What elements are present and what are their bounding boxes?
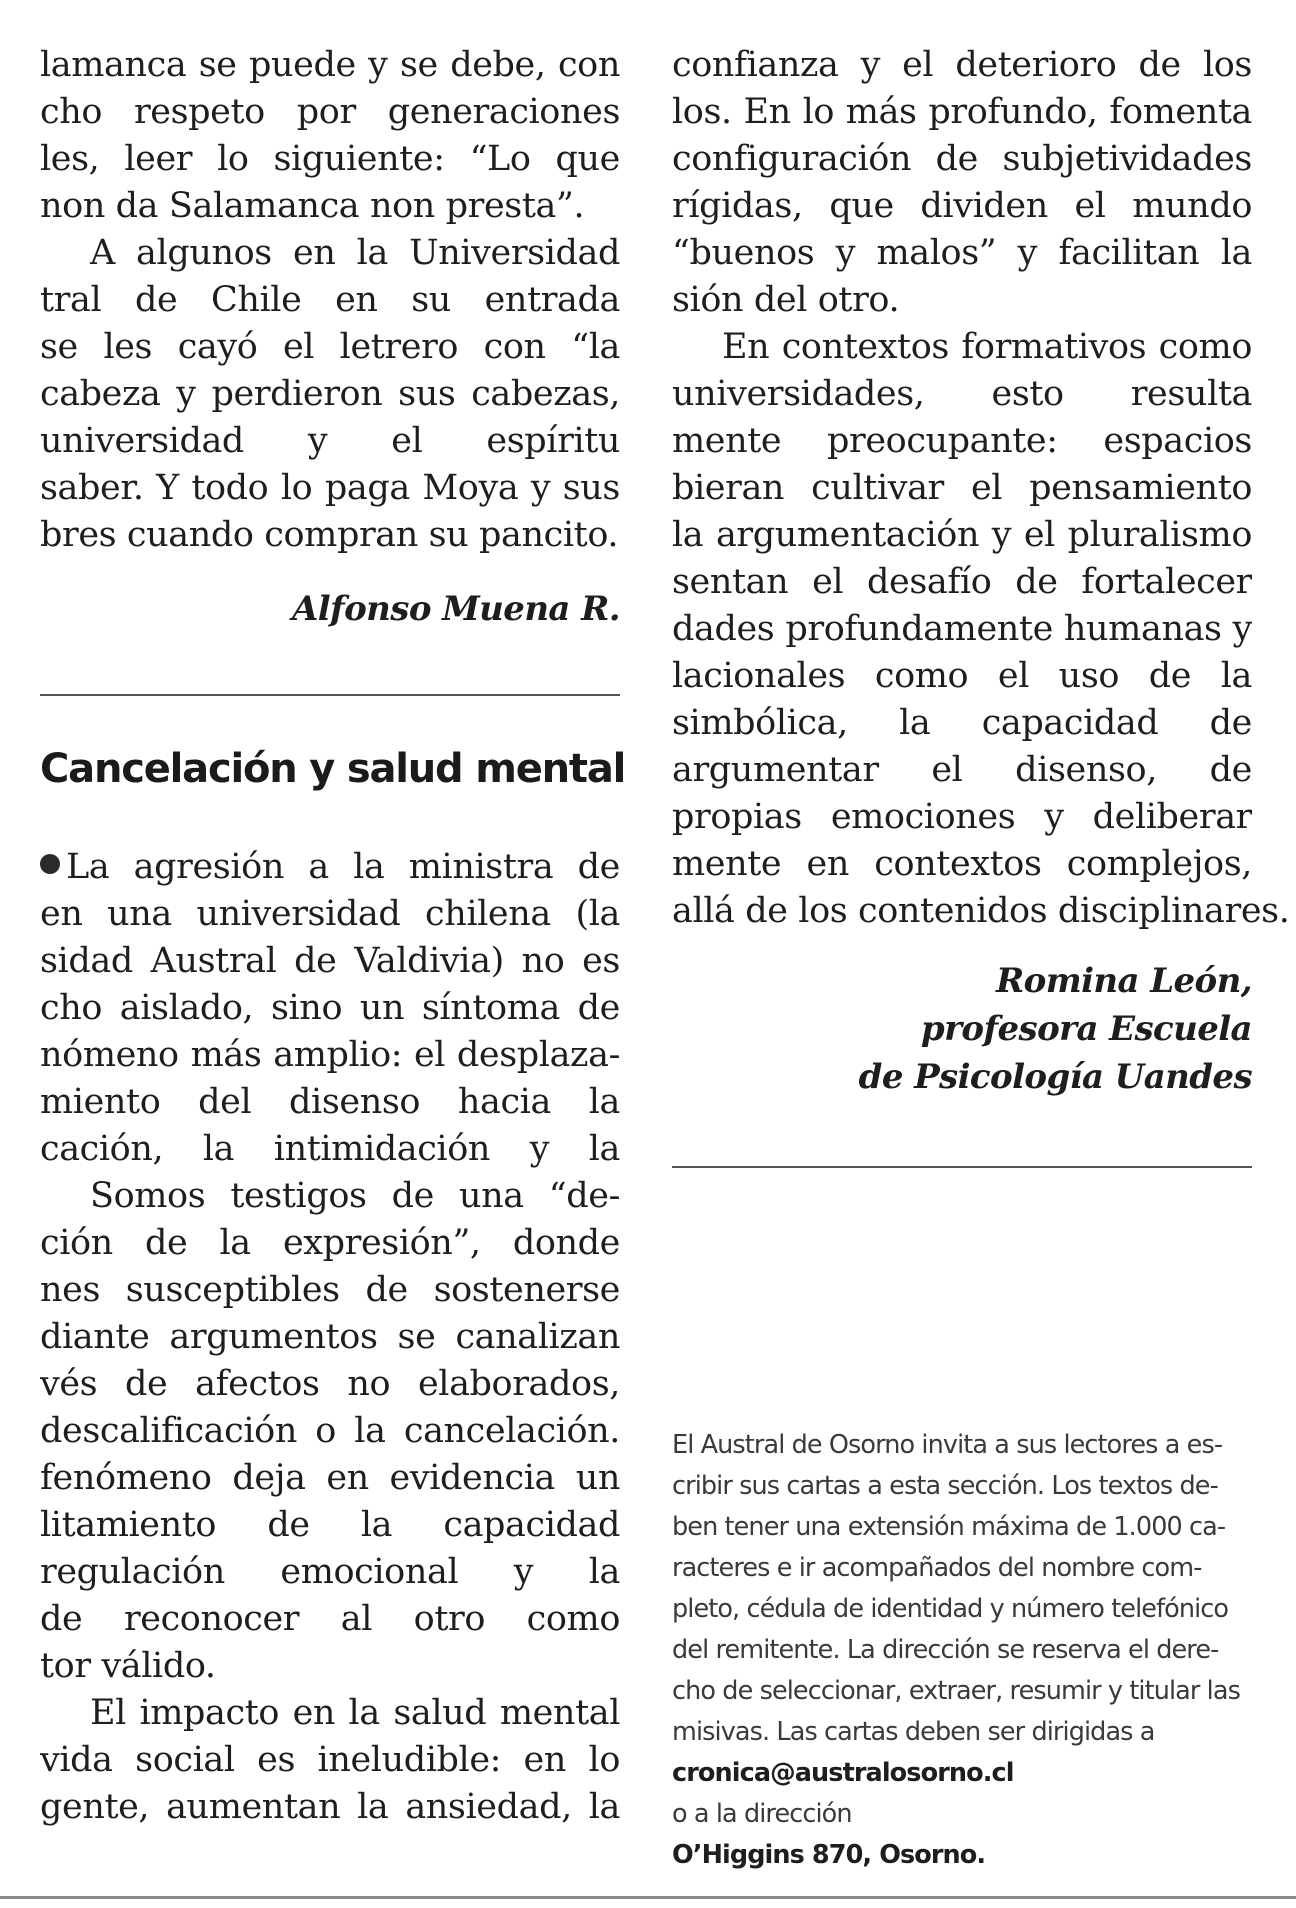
text-line: diante argumentos se canalizan [40,1317,620,1357]
text-line: bres cuando compran su pancito. [40,515,619,555]
text-line: litamiento de la capacidad [40,1505,620,1545]
notice-line: racteres e ir acompañados del nombre com- [672,1553,1202,1583]
text-line: simbólica, la capacidad de [672,703,1252,743]
text-line: lamanca se puede y se debe, con [40,45,620,85]
text-line: configuración de subjetividades [672,139,1252,179]
text-line: tor válido. [40,1646,216,1686]
text-line: En contextos formativos como [722,327,1252,367]
notice-line: El Austral de Osorno invita a sus lectores a es- [672,1430,1223,1460]
text-line: Somos testigos de una “de- [90,1176,620,1216]
text-line: cho respeto por generaciones [40,92,620,132]
text-line: miento del disenso hacia la [40,1082,620,1122]
text-line: universidades, esto resulta [672,374,1252,414]
notice-line: cribir sus cartas a esta sección. Los textos de- [672,1471,1218,1501]
text-line: vida social es ineludible: en lo [40,1740,620,1780]
notice-line: o a la dirección [672,1799,852,1829]
letter-cancelacion-continued [672,42,1290,1101]
author-signature-affiliation: de Psicología Uandes [858,1057,1252,1097]
text-line: cho aislado, sino un síntoma de [40,988,620,1028]
author-signature-title: profesora Escuela [920,1009,1252,1049]
section-divider [672,1166,1252,1168]
text-line: la argumentación y el pluralismo [672,515,1252,555]
text-line: ción de la expresión”, donde [40,1223,620,1263]
letters-submission-notice [672,1425,1252,1876]
letter-cancelacion-body [40,844,620,1831]
text-line: descalificación o la cancelación. [40,1411,620,1451]
text-line: les, leer lo siguiente: “Lo que [40,139,620,179]
text-line: bieran cultivar el pensamiento [672,468,1252,508]
author-signature-name: Romina León, [996,961,1252,1001]
text-line: mente preocupante: espacios [672,421,1252,461]
text-line: nómeno más amplio: el desplaza- [40,1035,620,1075]
text-line: sidad Austral de Valdivia) no es [40,941,620,981]
text-line: propias emociones y deliberar [672,797,1252,837]
notice-line: ben tener una extensión máxima de 1.000 ca- [672,1512,1226,1542]
text-line: El impacto en la salud mental [90,1693,620,1733]
text-line: sión del otro. [672,280,900,320]
bullet-icon [40,854,60,874]
author-signature: Alfonso Muena R. [291,589,620,629]
text-line: en una universidad chilena (la [40,894,620,934]
text-line: fenómeno deja en evidencia un [40,1458,620,1498]
text-line: gente, aumentan la ansiedad, la [40,1787,620,1827]
letter-alfonso-muena [40,42,620,633]
text-line: La agresión a la ministra de [40,844,620,891]
text-line: regulación emocional y la [40,1552,620,1592]
text-line: saber. Y todo lo paga Moya y sus [40,468,620,508]
text-line: vés de afectos no elaborados, [40,1364,620,1404]
text-line: confianza y el deterioro de los [672,45,1252,85]
text-line: A algunos en la Universidad [90,233,620,273]
contact-email-link[interactable]: cronica@australosorno.cl [672,1758,1014,1788]
notice-line: cho de seleccionar, extraer, resumir y titular las [672,1676,1240,1706]
text-line: universidad y el espíritu [40,421,620,461]
text-line: dades profundamente humanas y [672,609,1252,649]
notice-line: del remitente. La dirección se reserva el dere- [672,1635,1219,1665]
text-line: cación, la intimidación y la [40,1129,620,1169]
text-line: de reconocer al otro como [40,1599,620,1639]
text-line: sentan el desafío de fortalecer [672,562,1252,602]
text-line: lacionales como el uso de la [672,656,1252,696]
text-line: argumentar el disenso, de [672,750,1252,790]
text-line: cabeza y perdieron sus cabezas, [40,374,620,414]
text-line: nes susceptibles de sostenerse [40,1270,620,1310]
text-line: non da Salamanca non presta”. [40,186,585,226]
notice-line: misivas. Las cartas deben ser dirigidas a [672,1717,1155,1747]
text-line: los. En lo más profundo, fomenta [672,92,1252,132]
text-line: rígidas, que dividen el mundo [672,186,1252,226]
text-line: “buenos y malos” y facilitan la [672,233,1252,273]
text-line: mente en contextos complejos, [672,844,1252,884]
text-line: se les cayó el letrero con “la [40,327,620,367]
section-divider [40,694,620,696]
text-line: allá de los contenidos disciplinares. [672,891,1290,931]
postal-address: O’Higgins 870, Osorno. [672,1840,986,1870]
page-bottom-border [0,1896,1296,1899]
text-line: tral de Chile en su entrada [40,280,620,320]
letter-headline: Cancelación y salud mental [40,746,626,792]
notice-line: pleto, cédula de identidad y número telefónico [672,1594,1229,1624]
